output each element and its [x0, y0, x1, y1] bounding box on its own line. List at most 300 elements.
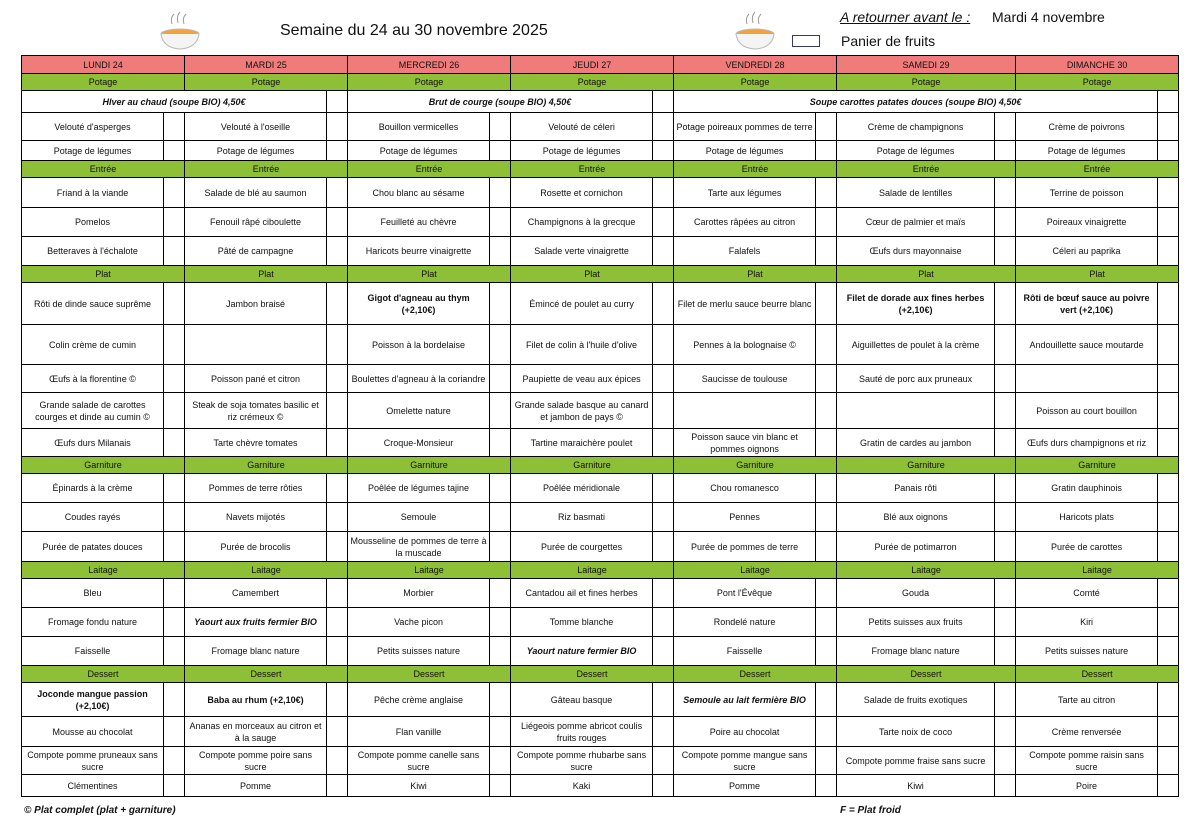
order-box[interactable] [490, 579, 511, 608]
order-box[interactable] [164, 113, 185, 141]
category-label: Laitage [511, 562, 674, 579]
day-header: VENDREDI 28 [674, 56, 837, 74]
menu-item: Filet de merlu sauce beurre blanc [674, 283, 816, 325]
menu-row [22, 775, 1179, 797]
order-box[interactable] [1158, 775, 1179, 797]
order-box[interactable] [164, 579, 185, 608]
order-box[interactable] [995, 503, 1016, 532]
menu-item: Poisson à la bordelaise [348, 325, 490, 365]
menu-item: Chou blanc au sésame [348, 178, 490, 208]
order-box[interactable] [1158, 141, 1179, 161]
category-label: Dessert [511, 666, 674, 683]
menu-item: Baba au rhum (+2,10€) [185, 683, 327, 717]
menu-item: Rondelé nature [674, 608, 816, 637]
fruit-basket-checkbox[interactable] [792, 35, 820, 47]
order-box[interactable] [653, 474, 674, 503]
menu-item: Purée de carottes [1016, 532, 1158, 562]
menu-item: Liégeois pomme abricot coulis fruits rouges [511, 717, 653, 747]
order-box[interactable] [490, 393, 511, 429]
order-box[interactable] [653, 608, 674, 637]
order-box[interactable] [164, 532, 185, 562]
order-box[interactable] [490, 503, 511, 532]
menu-row [22, 178, 1179, 208]
menu-item: Pomelos [22, 208, 164, 237]
page-title: Semaine du 24 au 30 novembre 2025 [280, 22, 548, 39]
day-header: MERCREDI 26 [348, 56, 511, 74]
order-box[interactable] [164, 325, 185, 365]
menu-row [22, 393, 1179, 429]
order-box[interactable] [653, 503, 674, 532]
menu-row [22, 208, 1179, 237]
menu-item: Épinards à la crème [22, 474, 164, 503]
menu-item: Salade de fruits exotiques [837, 683, 995, 717]
menu-item [837, 393, 995, 429]
menu-item: Purée de brocolis [185, 532, 327, 562]
order-box[interactable] [327, 532, 348, 562]
category-row-plat [22, 266, 1179, 283]
order-box[interactable] [490, 141, 511, 161]
menu-item: Compote pomme mangue sans sucre [674, 747, 816, 775]
order-box[interactable] [164, 141, 185, 161]
order-box[interactable] [816, 683, 837, 717]
order-box[interactable] [816, 532, 837, 562]
category-label: Plat [185, 266, 348, 283]
category-label: Dessert [348, 666, 511, 683]
menu-item: Compote pomme pruneaux sans sucre [22, 747, 164, 775]
menu-item: Potage poireaux pommes de terre [674, 113, 816, 141]
menu-item: Compote pomme rhubarbe sans sucre [511, 747, 653, 775]
menu-item: Tarte noix de coco [837, 717, 995, 747]
menu-item: Poêlée méridionale [511, 474, 653, 503]
order-box[interactable] [164, 283, 185, 325]
order-box[interactable] [1158, 91, 1179, 113]
menu-item: Velouté de céleri [511, 113, 653, 141]
order-box[interactable] [327, 608, 348, 637]
category-label: Laitage [1016, 562, 1179, 579]
menu-item: Œufs durs Milanais [22, 429, 164, 457]
order-box[interactable] [995, 365, 1016, 393]
order-box[interactable] [653, 365, 674, 393]
menu-item: Poireaux vinaigrette [1016, 208, 1158, 237]
menu-item: Colin crème de cumin [22, 325, 164, 365]
menu-item [674, 393, 816, 429]
menu-item: Carottes râpées au citron [674, 208, 816, 237]
order-box[interactable] [327, 683, 348, 717]
order-box[interactable] [490, 208, 511, 237]
menu-item: Clémentines [22, 775, 164, 797]
order-box[interactable] [1158, 747, 1179, 775]
days-header-row [22, 56, 1179, 74]
order-box[interactable] [164, 365, 185, 393]
category-label: Plat [674, 266, 837, 283]
menu-item: Compote pomme poire sans sucre [185, 747, 327, 775]
menu-item: Pêche crème anglaise [348, 683, 490, 717]
menu-item: Panais rôti [837, 474, 995, 503]
order-box[interactable] [164, 747, 185, 775]
order-box[interactable] [1158, 237, 1179, 266]
menu-item: Potage de légumes [511, 141, 653, 161]
menu-item: Petits suisses aux fruits [837, 608, 995, 637]
menu-item: Rosette et cornichon [511, 178, 653, 208]
menu-item: Rôti de bœuf sauce au poivre vert (+2,10€) [1016, 283, 1158, 325]
menu-item: Tartine maraichère poulet [511, 429, 653, 457]
order-box[interactable] [1158, 579, 1179, 608]
category-label: Entrée [1016, 161, 1179, 178]
menu-item: Œufs durs champignons et riz [1016, 429, 1158, 457]
menu-item: Pennes [674, 503, 816, 532]
order-box[interactable] [995, 178, 1016, 208]
category-label: Dessert [185, 666, 348, 683]
order-box[interactable] [1158, 717, 1179, 747]
category-label: Laitage [185, 562, 348, 579]
category-label: Potage [1016, 74, 1179, 91]
menu-item: Velouté à l'oseille [185, 113, 327, 141]
promo-soup: Brut de courge (soupe BIO) 4,50€ [348, 91, 653, 113]
order-box[interactable] [1158, 178, 1179, 208]
menu-item: Émincé de poulet au curry [511, 283, 653, 325]
menu-item: Compote pomme canelle sans sucre [348, 747, 490, 775]
order-box[interactable] [1158, 503, 1179, 532]
menu-item: Camembert [185, 579, 327, 608]
order-box[interactable] [653, 775, 674, 797]
order-box[interactable] [327, 365, 348, 393]
order-box[interactable] [327, 141, 348, 161]
category-label: Garniture [837, 457, 1016, 474]
order-box[interactable] [490, 474, 511, 503]
order-box[interactable] [653, 283, 674, 325]
order-box[interactable] [164, 503, 185, 532]
category-label: Entrée [837, 161, 1016, 178]
order-box[interactable] [995, 683, 1016, 717]
category-label: Garniture [22, 457, 185, 474]
menu-item: Croque-Monsieur [348, 429, 490, 457]
order-box[interactable] [327, 637, 348, 666]
menu-item: Œufs durs mayonnaise [837, 237, 995, 266]
menu-item: Haricots plats [1016, 503, 1158, 532]
order-box[interactable] [995, 637, 1016, 666]
category-row-potage [22, 74, 1179, 91]
menu-item: Potage de légumes [185, 141, 327, 161]
menu-item: Mousseline de pommes de terre à la muscade [348, 532, 490, 562]
order-box[interactable] [327, 579, 348, 608]
menu-item: Morbier [348, 579, 490, 608]
order-box[interactable] [995, 474, 1016, 503]
order-box[interactable] [653, 747, 674, 775]
category-label: Potage [348, 74, 511, 91]
order-box[interactable] [490, 717, 511, 747]
menu-item: Pâté de campagne [185, 237, 327, 266]
order-box[interactable] [164, 208, 185, 237]
order-box[interactable] [327, 178, 348, 208]
category-label: Dessert [674, 666, 837, 683]
menu-item: Kiwi [348, 775, 490, 797]
menu-item: Flan vanille [348, 717, 490, 747]
menu-item: Tarte au citron [1016, 683, 1158, 717]
promo-soup: Soupe carottes patates douces (soupe BIO) 4,50€ [674, 91, 1158, 113]
menu-item: Rôti de dinde sauce suprême [22, 283, 164, 325]
menu-row [22, 113, 1179, 141]
footnote-complete-dish: © Plat complet (plat + garniture) [24, 805, 176, 816]
menu-item: Semoule [348, 503, 490, 532]
order-box[interactable] [164, 717, 185, 747]
order-box[interactable] [653, 393, 674, 429]
menu-item: Faisselle [674, 637, 816, 666]
footnote-cold-dish: F = Plat froid [840, 805, 901, 816]
menu-item: Bouillon vermicelles [348, 113, 490, 141]
menu-row [22, 608, 1179, 637]
menu-item: Tarte chèvre tomates [185, 429, 327, 457]
order-box[interactable] [164, 178, 185, 208]
menu-item: Betteraves à l'échalote [22, 237, 164, 266]
menu-item: Kiwi [837, 775, 995, 797]
category-label: Laitage [837, 562, 1016, 579]
menu-item: Champignons à la grecque [511, 208, 653, 237]
menu-item: Semoule au lait fermière BIO [674, 683, 816, 717]
order-box[interactable] [653, 683, 674, 717]
order-box[interactable] [995, 141, 1016, 161]
category-label: Dessert [22, 666, 185, 683]
menu-item: Gigot d'agneau au thym (+2,10€) [348, 283, 490, 325]
order-box[interactable] [816, 141, 837, 161]
order-box[interactable] [816, 237, 837, 266]
order-box[interactable] [816, 429, 837, 457]
order-box[interactable] [653, 579, 674, 608]
order-box[interactable] [490, 113, 511, 141]
order-box[interactable] [327, 208, 348, 237]
order-box[interactable] [995, 429, 1016, 457]
order-box[interactable] [327, 283, 348, 325]
order-box[interactable] [1158, 637, 1179, 666]
menu-item: Poisson sauce vin blanc et pommes oignons [674, 429, 816, 457]
order-box[interactable] [816, 325, 837, 365]
order-box[interactable] [995, 747, 1016, 775]
order-box[interactable] [1158, 325, 1179, 365]
order-box[interactable] [816, 393, 837, 429]
order-box[interactable] [1158, 113, 1179, 141]
order-box[interactable] [653, 637, 674, 666]
order-box[interactable] [164, 775, 185, 797]
order-box[interactable] [164, 683, 185, 717]
order-box[interactable] [816, 474, 837, 503]
menu-item [185, 325, 327, 365]
order-box[interactable] [1158, 365, 1179, 393]
menu-item: Crème renversée [1016, 717, 1158, 747]
menu-item: Purée de patates douces [22, 532, 164, 562]
category-label: Laitage [674, 562, 837, 579]
order-box[interactable] [164, 474, 185, 503]
order-box[interactable] [653, 325, 674, 365]
order-box[interactable] [327, 775, 348, 797]
category-label: Dessert [1016, 666, 1179, 683]
menu-item: Petits suisses nature [348, 637, 490, 666]
menu-item: Yaourt nature fermier BIO [511, 637, 653, 666]
category-label: Potage [22, 74, 185, 91]
menu-item: Pont l'Évêque [674, 579, 816, 608]
fruit-basket-label: Panier de fruits [841, 33, 936, 49]
menu-row [22, 717, 1179, 747]
day-header: MARDI 25 [185, 56, 348, 74]
order-box[interactable] [327, 393, 348, 429]
order-box[interactable] [1158, 429, 1179, 457]
category-label: Plat [1016, 266, 1179, 283]
order-box[interactable] [490, 637, 511, 666]
menu-item: Filet de dorade aux fines herbes (+2,10€) [837, 283, 995, 325]
order-box[interactable] [327, 717, 348, 747]
menu-item: Gratin dauphinois [1016, 474, 1158, 503]
order-box[interactable] [490, 178, 511, 208]
menu-item: Saucisse de toulouse [674, 365, 816, 393]
menu-row [22, 325, 1179, 365]
order-box[interactable] [816, 775, 837, 797]
order-box[interactable] [995, 283, 1016, 325]
menu-item: Kiri [1016, 608, 1158, 637]
order-box[interactable] [653, 113, 674, 141]
category-label: Entrée [348, 161, 511, 178]
order-box[interactable] [490, 608, 511, 637]
order-box[interactable] [816, 365, 837, 393]
category-label: Garniture [1016, 457, 1179, 474]
category-label: Entrée [22, 161, 185, 178]
order-box[interactable] [653, 178, 674, 208]
order-box[interactable] [816, 747, 837, 775]
menu-item: Purée de pommes de terre [674, 532, 816, 562]
order-box[interactable] [653, 237, 674, 266]
order-box[interactable] [1158, 393, 1179, 429]
order-box[interactable] [816, 283, 837, 325]
order-box[interactable] [1158, 532, 1179, 562]
menu-row [22, 141, 1179, 161]
order-box[interactable] [490, 532, 511, 562]
order-box[interactable] [1158, 208, 1179, 237]
menu-item: Salade verte vinaigrette [511, 237, 653, 266]
soup-bowl-icon [733, 10, 777, 52]
order-box[interactable] [490, 365, 511, 393]
order-box[interactable] [490, 747, 511, 775]
category-row-garniture [22, 457, 1179, 474]
menu-item: Fenouil râpé ciboulette [185, 208, 327, 237]
order-box[interactable] [653, 717, 674, 747]
order-box[interactable] [490, 283, 511, 325]
menu-item: Yaourt aux fruits fermier BIO [185, 608, 327, 637]
menu-item: Navets mijotés [185, 503, 327, 532]
category-label: Garniture [674, 457, 837, 474]
order-box[interactable] [490, 325, 511, 365]
menu-item: Steak de soja tomates basilic et riz crémeux © [185, 393, 327, 429]
order-box[interactable] [995, 775, 1016, 797]
order-box[interactable] [327, 113, 348, 141]
menu-item: Feuilleté au chèvre [348, 208, 490, 237]
order-box[interactable] [490, 775, 511, 797]
order-box[interactable] [327, 325, 348, 365]
order-box[interactable] [327, 503, 348, 532]
order-box[interactable] [1158, 283, 1179, 325]
menu-item: Fromage fondu nature [22, 608, 164, 637]
order-box[interactable] [327, 474, 348, 503]
menu-item: Potage de légumes [837, 141, 995, 161]
order-box[interactable] [995, 113, 1016, 141]
menu-item: Friand à la viande [22, 178, 164, 208]
order-box[interactable] [816, 717, 837, 747]
menu-item [1016, 365, 1158, 393]
menu-item: Céleri au paprika [1016, 237, 1158, 266]
category-row-dessert [22, 666, 1179, 683]
menu-item: Comté [1016, 579, 1158, 608]
menu-item: Velouté d'asperges [22, 113, 164, 141]
menu-item: Pomme [674, 775, 816, 797]
order-box[interactable] [327, 747, 348, 775]
order-box[interactable] [995, 608, 1016, 637]
order-box[interactable] [653, 141, 674, 161]
category-label: Garniture [511, 457, 674, 474]
order-box[interactable] [816, 608, 837, 637]
weekly-menu-table [21, 55, 1179, 797]
order-box[interactable] [490, 683, 511, 717]
order-box[interactable] [816, 178, 837, 208]
order-box[interactable] [653, 429, 674, 457]
menu-item: Crème de poivrons [1016, 113, 1158, 141]
menu-row [22, 747, 1179, 775]
menu-item: Vache picon [348, 608, 490, 637]
order-box[interactable] [995, 717, 1016, 747]
menu-item: Jambon braisé [185, 283, 327, 325]
order-box[interactable] [164, 393, 185, 429]
order-box[interactable] [995, 325, 1016, 365]
menu-item: Kaki [511, 775, 653, 797]
menu-item: Mousse au chocolat [22, 717, 164, 747]
order-box[interactable] [816, 208, 837, 237]
menu-item: Sauté de porc aux pruneaux [837, 365, 995, 393]
order-box[interactable] [164, 608, 185, 637]
order-box[interactable] [490, 237, 511, 266]
menu-item: Aiguillettes de poulet à la crème [837, 325, 995, 365]
order-box[interactable] [327, 91, 348, 113]
order-box[interactable] [164, 429, 185, 457]
order-box[interactable] [816, 579, 837, 608]
order-box[interactable] [1158, 474, 1179, 503]
order-box[interactable] [995, 393, 1016, 429]
order-box[interactable] [1158, 683, 1179, 717]
order-box[interactable] [816, 113, 837, 141]
order-box[interactable] [995, 237, 1016, 266]
menu-item: Poire au chocolat [674, 717, 816, 747]
order-box[interactable] [653, 91, 674, 113]
order-box[interactable] [995, 532, 1016, 562]
menu-row [22, 237, 1179, 266]
category-label: Potage [185, 74, 348, 91]
order-box[interactable] [816, 503, 837, 532]
order-box[interactable] [995, 579, 1016, 608]
order-box[interactable] [164, 237, 185, 266]
order-box[interactable] [653, 532, 674, 562]
order-box[interactable] [164, 637, 185, 666]
menu-row [22, 532, 1179, 562]
order-box[interactable] [816, 637, 837, 666]
menu-item: Pennes à la bolognaise © [674, 325, 816, 365]
menu-item: Fromage blanc nature [185, 637, 327, 666]
menu-item: Blé aux oignons [837, 503, 995, 532]
day-header: LUNDI 24 [22, 56, 185, 74]
order-box[interactable] [327, 429, 348, 457]
menu-row [22, 474, 1179, 503]
category-label: Laitage [22, 562, 185, 579]
order-box[interactable] [490, 429, 511, 457]
return-deadline-date: Mardi 4 novembre [992, 9, 1105, 25]
menu-item: Purée de potimarron [837, 532, 995, 562]
order-box[interactable] [1158, 608, 1179, 637]
order-box[interactable] [653, 208, 674, 237]
order-box[interactable] [995, 208, 1016, 237]
order-box[interactable] [327, 237, 348, 266]
